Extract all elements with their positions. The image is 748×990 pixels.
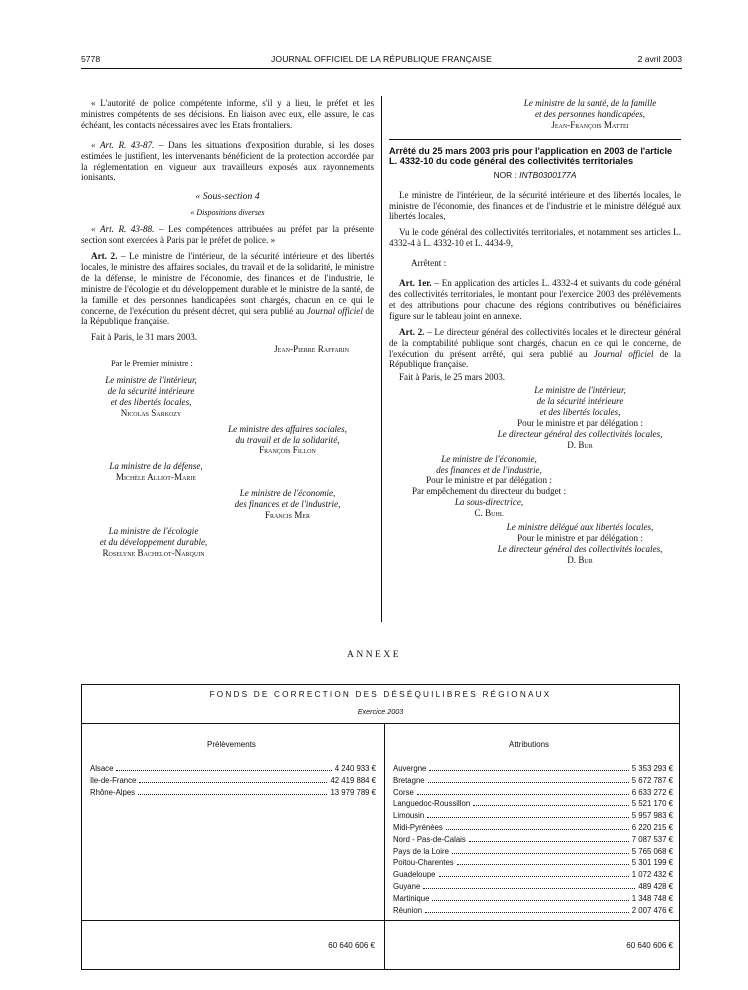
region-amount: 6 633 272 € <box>631 787 673 797</box>
signatory-name: C. Buhl <box>474 508 504 519</box>
signatory-title: Le ministre des affaires sociales, <box>228 423 347 434</box>
table-row <box>90 763 376 775</box>
table-header <box>82 685 679 724</box>
signatory-name: Jean-François Mattei <box>551 119 629 130</box>
dot-leader <box>473 798 629 806</box>
table-row <box>393 763 673 775</box>
region-amount: 7 087 537 € <box>631 834 673 844</box>
dot-leader <box>428 775 629 783</box>
article-2 <box>389 327 681 371</box>
left-column <box>81 98 374 559</box>
signatory-title: La ministre de l'écologie <box>108 525 199 536</box>
region-name: Midi-Pyrénées <box>393 822 443 832</box>
signature-block <box>389 454 589 519</box>
dot-leader <box>439 869 629 877</box>
signatory-title: des finances et de l'industrie, <box>234 499 341 510</box>
signatory-name: D. Bur <box>567 554 593 565</box>
table-row <box>393 857 673 869</box>
page-number: 5778 <box>81 54 101 64</box>
article-text-end: de la République française. <box>81 305 374 327</box>
region-name: Martinique <box>393 893 430 903</box>
dot-leader <box>425 905 629 913</box>
region-name: Limousin <box>393 811 425 821</box>
nor-code: INTB0300177A <box>519 169 577 180</box>
dot-leader <box>432 893 628 901</box>
region-name: Auvergne <box>393 764 427 773</box>
signatory-title: et des libertés locales, <box>110 396 192 407</box>
article-ref: « Art. R. 43-88. <box>91 224 155 235</box>
region-amount: 42 419 884 € <box>330 775 376 785</box>
delegation-line: Pour le ministre et par délégation : <box>517 417 643 428</box>
paragraph <box>81 224 374 246</box>
nor-reference <box>389 170 681 181</box>
signatory-title: Le ministre de l'intérieur, <box>534 385 626 396</box>
column-divider <box>381 96 382 622</box>
signature-block <box>389 522 681 566</box>
region-amount: 5 765 068 € <box>631 846 673 856</box>
signatory-title: Le directeur général des collectivités locales, <box>497 543 663 554</box>
subsection-heading: « Sous-section 4 <box>195 191 260 203</box>
delegation-line: Pour le ministre et par délégation : <box>426 475 552 486</box>
region-amount: 5 521 170 € <box>631 799 673 809</box>
article-text-end: de la République française. <box>389 348 681 370</box>
article-1 <box>389 278 681 322</box>
table-row <box>393 869 673 881</box>
region-name: Poitou-Charentes <box>393 858 454 868</box>
table-row <box>393 834 673 846</box>
signatory-name: D. Bur <box>567 439 593 450</box>
signatory-title: de la sécurité intérieure <box>536 396 624 407</box>
total-prelevements: 60 640 606 € <box>328 941 375 950</box>
region-amount: 13 979 789 € <box>330 787 376 797</box>
fait-a-paris: Fait à Paris, le 31 mars 2003. <box>91 332 198 343</box>
article-2 <box>81 251 374 327</box>
signatory-title: Le directeur général des collectivités locales, <box>497 428 663 439</box>
signature-block <box>81 526 226 559</box>
section-divider <box>389 139 681 140</box>
dot-leader <box>446 822 629 830</box>
dot-leader <box>138 787 327 795</box>
signatory-title: Le ministre de l'intérieur, <box>105 375 197 386</box>
region-name: Corse <box>393 787 414 797</box>
signature-block <box>81 461 231 483</box>
region-name: Alsace <box>90 764 114 773</box>
nor-label: NOR : <box>493 169 520 180</box>
dot-leader <box>116 763 331 771</box>
table-column-divider <box>384 723 385 969</box>
region-name: Pays de la Loire <box>393 846 449 856</box>
table-row <box>393 846 673 858</box>
signatory-title: et des personnes handicapées, <box>534 108 646 119</box>
signatory-name: Jean-Pierre Raffarin <box>274 344 349 355</box>
signatory-title: La ministre de la défense, <box>109 461 203 472</box>
table-row <box>393 775 673 787</box>
signatory-name: Francis Mer <box>264 510 311 520</box>
par-premier-ministre: Par le Premier ministre : <box>111 359 193 369</box>
article-text: – En application des articles L. 4332-4 et suivants du code général des collectivités territoriales, le montant pour l'exercice 2003 des prélèvements et des attributions pour chacune des régions contributives ou bénéficiaires figure sur le tableau joint en annexe. <box>389 278 681 321</box>
region-amount: 5 672 787 € <box>631 775 673 785</box>
signatory-title: Le ministre de la santé, de la famille <box>523 98 657 108</box>
region-amount: 2 007 476 € <box>631 905 673 915</box>
journal-title: JOURNAL OFFICIEL DE LA RÉPUBLIQUE FRANÇAISE <box>271 54 492 64</box>
signatory-title: Le ministre de l'économie, <box>441 453 537 464</box>
signatory-name: Nicolas Sarkozy <box>120 407 182 418</box>
signature-block <box>81 488 374 521</box>
total-attributions: 60 640 606 € <box>626 941 673 950</box>
article-label: Art. 1er. <box>399 278 432 289</box>
signature-block <box>389 385 681 450</box>
article-label: Art. 2. <box>399 326 425 337</box>
signatory-title: et des libertés locales, <box>539 407 621 418</box>
article-text: – Le ministre de l'intérieur, de la sécurité intérieure et des libertés locales, le ministre des affaires sociales, du travail et de la solidarité, le ministre de la défense, le ministre de l'économie, des finances et de l'industrie, le ministre de l'écologie et du développement durable et le ministre de la santé, de la famille et des personnes handicapées sont chargés, chacun en ce qui le concerne, de l'exécution du présent décret, qui sera publié au <box>81 250 374 316</box>
table-row <box>393 810 673 822</box>
region-amount: 4 240 933 € <box>334 764 376 773</box>
dot-leader <box>429 763 628 771</box>
delegation-line: Par empêchement du directeur du budget : <box>411 486 567 497</box>
region-amount: 5 301 199 € <box>631 858 673 868</box>
table-title: FONDS DE CORRECTION DES DÉSÉQUILIBRES RÉGIONAUX <box>209 690 552 699</box>
dot-leader <box>469 834 629 842</box>
dot-leader <box>427 810 629 818</box>
paragraph-text: – Dans les situations d'exposition durable, si les doses estimées le justifient, les intervenants bénéficient de la protection accordée par la réglementation en vigueur aux travailleurs exposés aux rayonnements ionisants. <box>81 139 374 183</box>
table-total-divider <box>82 920 679 921</box>
region-name: Guyane <box>393 881 421 891</box>
region-name: Réunion <box>393 905 423 915</box>
region-amount: 5 957 983 € <box>631 811 673 821</box>
region-name: Nord - Pas-de-Calais <box>393 834 466 844</box>
region-name: Guadeloupe <box>393 870 436 880</box>
table-row <box>393 822 673 834</box>
right-column <box>389 98 681 566</box>
signatory-title: La sous-directrice, <box>454 497 524 508</box>
signatory-name: Roselyne Bachelot-Narquin <box>102 547 205 558</box>
signature-block <box>389 98 681 131</box>
delegation-line: Pour le ministre et par délégation : <box>517 533 643 543</box>
region-amount: 1 072 432 € <box>631 870 673 880</box>
prelevements-list <box>90 763 376 798</box>
region-name: Rhône-Alpes <box>90 787 136 797</box>
annexe-title: ANNEXE <box>346 650 402 660</box>
signatory-title: et du développement durable, <box>99 536 208 547</box>
region-name: Languedoc-Roussillon <box>393 799 471 809</box>
table-row <box>393 787 673 799</box>
dot-leader <box>457 857 629 865</box>
dot-leader <box>139 775 327 783</box>
signature-block <box>81 375 221 419</box>
signature-block <box>81 424 374 457</box>
prelevements-header: Prélèvements <box>207 740 256 749</box>
table-row <box>393 905 673 917</box>
signatory-name: Michèle Alliot-Marie <box>115 472 197 483</box>
annexe-table <box>81 684 680 970</box>
article-ref: « Art. R. 43-87. <box>91 139 155 150</box>
paragraph: « L'autorité de police compétente informe, s'il y a lieu, le préfet et les ministres compétents de ses décisions. En liaison avec eux, elle assure, le cas échéant, les contacts nécessaires avec les Etats frontaliers. <box>81 98 374 130</box>
paragraph: Vu le code général des collectivités territoriales, et notamment ses articles L. 4332-4 à L. 4332-10 et L. 4434-9, <box>389 227 681 249</box>
journal-ref: Journal officiel <box>593 348 654 359</box>
table-subtitle: Exercice 2003 <box>357 707 404 716</box>
signatory-title: du travail et de la solidarité, <box>235 434 340 445</box>
region-name: Bretagne <box>393 775 425 785</box>
subsection-title: « Dispositions diverses <box>190 208 265 218</box>
paragraph <box>81 140 374 184</box>
paragraph-text: – Les compétences attribuées au préfet par la présente section sont exercées à Paris par le préfet de police. » <box>81 224 374 246</box>
dot-leader <box>423 881 635 889</box>
article-label: Art. 2. <box>91 250 118 261</box>
table-row <box>393 798 673 810</box>
issue-date: 2 avril 2003 <box>637 54 682 64</box>
table-row <box>393 893 673 905</box>
signatory-title: de la sécurité intérieure <box>107 385 195 396</box>
paragraph: Le ministre de l'intérieur, de la sécurité intérieure et des libertés locales, le ministre de l'économie, des finances et de l'industrie et le ministre délégué aux libertés locales, <box>389 189 681 222</box>
region-amount: 489 428 € <box>638 881 673 891</box>
attributions-header: Attributions <box>509 740 550 749</box>
signatory-title: Le ministre de l'économie, <box>239 488 336 499</box>
region-amount: 1 348 748 € <box>631 893 673 903</box>
region-amount: 6 220 215 € <box>631 822 673 832</box>
signatory-name: François Fillon <box>259 445 316 456</box>
page-header <box>81 54 682 69</box>
dot-leader <box>452 846 629 854</box>
fait-a-paris: Fait à Paris, le 25 mars 2003. <box>399 372 506 383</box>
arrete-title: Arrêté du 25 mars 2003 pris pour l'application en 2003 de l'article L. 4332-10 du code général des collectivités territoriales <box>389 145 673 166</box>
table-row <box>90 787 376 799</box>
arretent: Arrêtent : <box>411 258 447 269</box>
region-name: Ile-de-France <box>90 775 137 785</box>
dot-leader <box>417 787 629 795</box>
journal-ref: Journal officiel <box>306 305 363 316</box>
article-text: – Le directeur général des collectivités locales et le directeur général de la comptabilité publique sont chargés, chacun en ce qui le concerne, de l'exécution du présent arrêté, qui sera publié au <box>389 326 682 359</box>
attributions-list <box>393 763 673 916</box>
table-row <box>90 775 376 787</box>
signatory-title: Le ministre délégué aux libertés locales, <box>506 522 654 533</box>
table-row <box>393 881 673 893</box>
region-amount: 5 353 293 € <box>631 764 673 773</box>
signatory-title: des finances et de l'industrie, <box>436 464 542 475</box>
